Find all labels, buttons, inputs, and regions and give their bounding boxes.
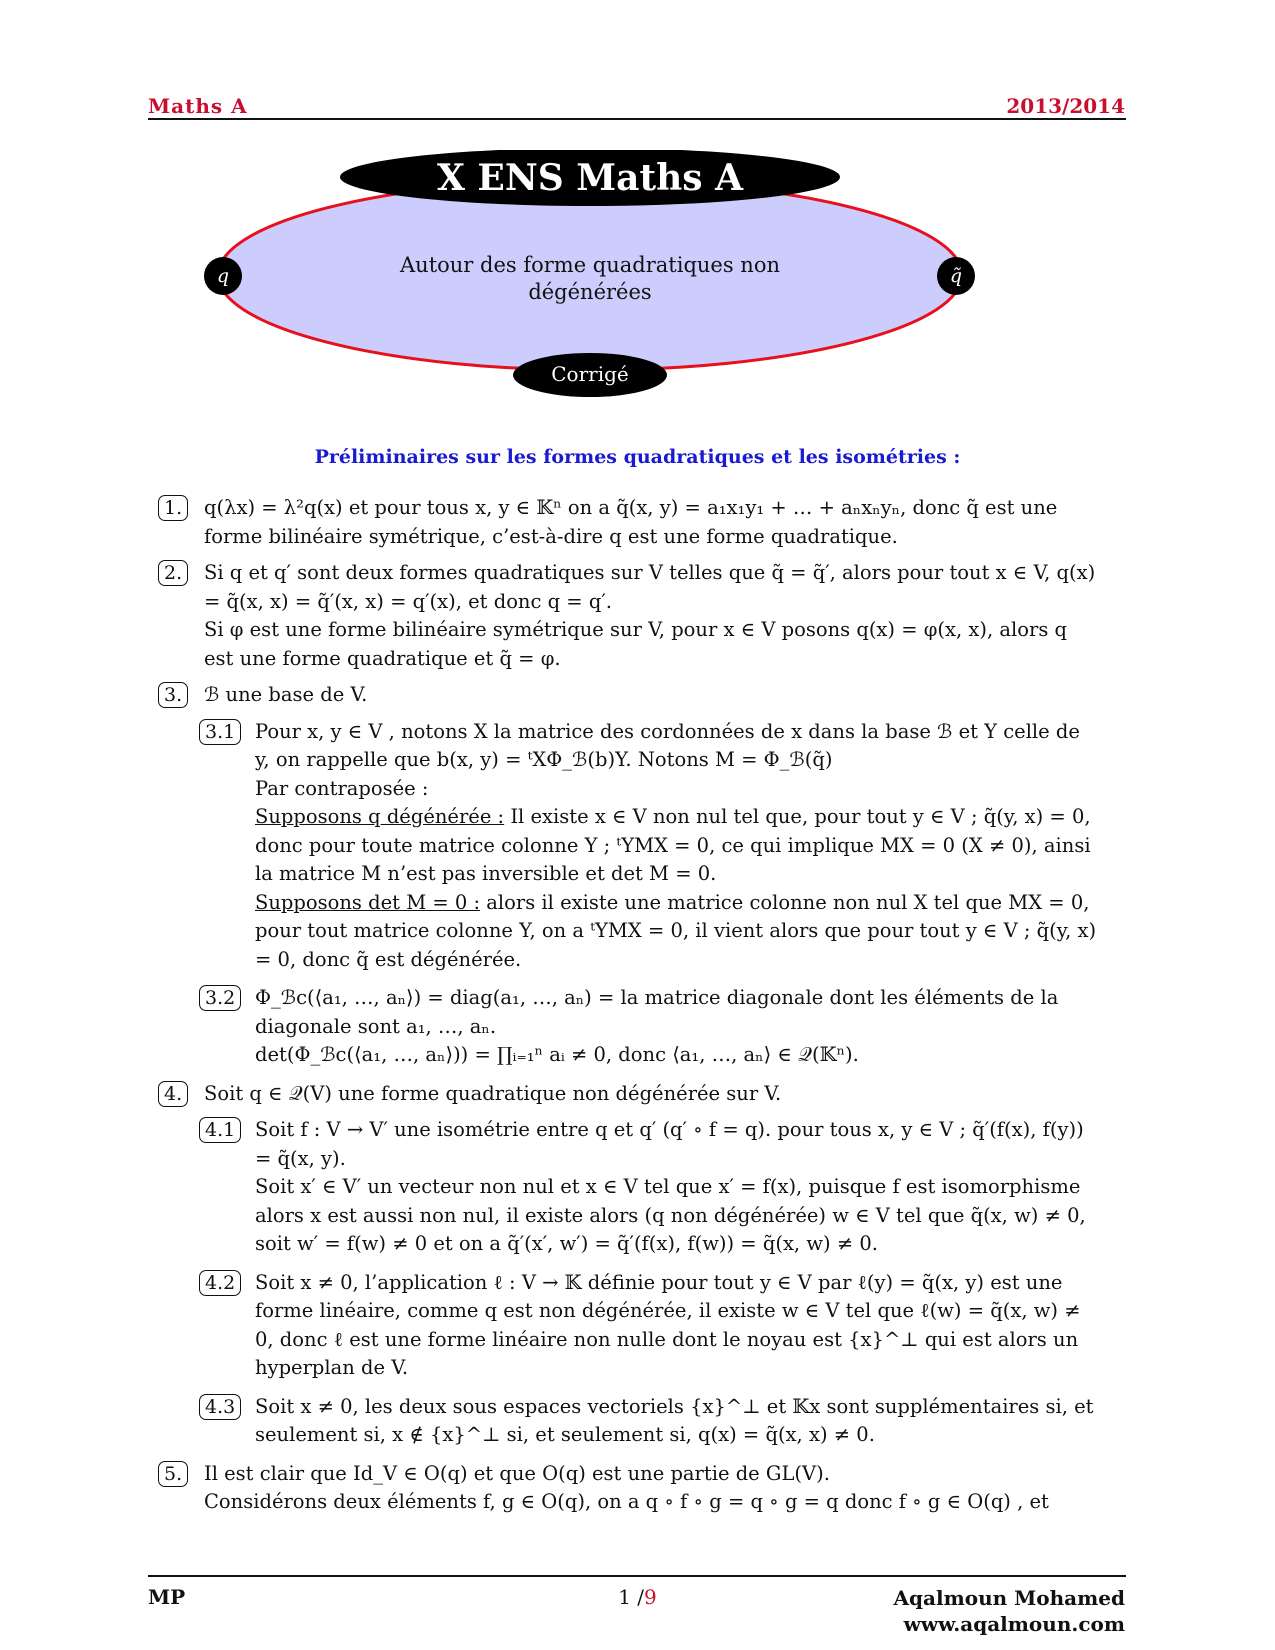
subitem-text: Par contraposée : <box>255 776 429 800</box>
item-3 <box>148 681 1098 1070</box>
item-number: 1. <box>158 495 188 521</box>
subitem-text: Soit f : V → V′ une isométrie entre q et q′ (q′ ∘ f = q). pour tous x, y ∈ V ; q̃′(f(x), f(y)) = q̃(x, y). <box>255 1118 1084 1170</box>
subitem-number: 4.3 <box>199 1394 241 1420</box>
item-text: Soit q ∈ 𝒬(V) une forme quadratique non dégénérée sur V. <box>204 1081 782 1105</box>
case-1 <box>255 803 1098 889</box>
item-5 <box>148 1460 1098 1517</box>
item-4 <box>148 1080 1098 1450</box>
footer-author-block <box>894 1585 1125 1637</box>
subitem-number: 3.1 <box>199 719 241 745</box>
footer-rule <box>148 1575 1126 1577</box>
page-number: 1 /9 <box>618 1585 657 1609</box>
case-2-text: alors il existe une matrice colonne non nul X tel que MX = 0, pour tout matrice colonne Y, on a ᵗYMX = 0, il vient alors que pour tout y ∈ V ; q̃(y, x) = 0, donc q̃ est dégénérée. <box>255 890 1097 971</box>
header-rule <box>148 118 1126 120</box>
item-number: 2. <box>158 560 188 586</box>
subitem-number: 3.2 <box>199 985 241 1011</box>
subitem-4-1 <box>199 1116 1098 1259</box>
subitem-4-3 <box>199 1393 1098 1450</box>
left-node-label: q <box>216 265 230 287</box>
subitem-text: Soit x ≠ 0, l’application ℓ : V → 𝕂 définie pour tout y ∈ V par ℓ(y) = q̃(x, y) est une forme linéaire, comme q est non dégénérée, il existe w ∈ V tel que ℓ(w) = q̃(x, w) ≠ 0, donc ℓ est une forme linéaire non nulle dont le noyau est {x}^⊥ qui est alors un hyperplan de V. <box>255 1270 1081 1379</box>
subitem-text: Pour x, y ∈ V , notons X la matrice des cordonnées de x dans la base ℬ et Y celle de y, on rappelle que b(x, y) = ᵗXΦ_ℬ(b)Y. Notons M = Φ_ℬ(q̃) <box>255 719 1080 771</box>
title-banner <box>0 150 1275 430</box>
right-node-label: q̃ <box>949 265 963 287</box>
banner-subtitle-2: dégénérées <box>528 280 652 304</box>
current-page: 1 <box>618 1585 631 1609</box>
badge-label: Corrigé <box>551 362 629 386</box>
item-number: 4. <box>158 1081 188 1107</box>
subitem-number: 4.2 <box>199 1270 241 1296</box>
item-text: Considérons deux éléments f, g ∈ O(q), on a q ∘ f ∘ g = q ∘ g = q donc f ∘ g ∈ O(q) , et <box>204 1490 1049 1513</box>
banner-subtitle-1: Autour des forme quadratiques non <box>400 253 780 277</box>
subitem-3-2 <box>199 984 1098 1070</box>
item-2 <box>148 559 1098 673</box>
solutions <box>148 494 1098 1525</box>
subitem-4-2 <box>199 1269 1098 1383</box>
item-number: 3. <box>158 682 188 708</box>
subitem-text: Soit x ≠ 0, les deux sous espaces vectoriels {x}^⊥ et 𝕂x sont supplémentaires si, et seulement si, x ∉ {x}^⊥ si, et seulement si, q(x) = q̃(x, x) ≠ 0. <box>255 1394 1094 1446</box>
item-text: Il est clair que Id_V ∈ O(q) et que O(q) est une partie de GL(V). <box>204 1461 830 1485</box>
item-text: Si q et q′ sont deux formes quadratiques sur V telles que q̃ = q̃′, alors pour tout x ∈ V, q(x) = q̃(x, x) = q̃′(x, x) = q′(x), et donc q = q′. <box>204 561 1096 613</box>
subitem-text: det(Φ_ℬc(⟨a₁, …, aₙ⟩)) = ∏ᵢ₌₁ⁿ aᵢ ≠ 0, donc ⟨a₁, …, aₙ⟩ ∈ 𝒬(𝕂ⁿ). <box>255 1043 859 1066</box>
subitem-number: 4.1 <box>199 1117 241 1143</box>
item-text: q(λx) = λ²q(x) et pour tous x, y ∈ 𝕂ⁿ on a q̃(x, y) = a₁x₁y₁ + … + aₙxₙyₙ, donc q̃ est une forme bilinéaire symétrique, c’est-à-dire q est une forme quadratique. <box>204 496 1058 548</box>
subitem-text: Soit x′ ∈ V′ un vecteur non nul et x ∈ V tel que x′ = f(x), puisque f est isomorphisme alors x est aussi non nul, il existe alors (q non dégénérée) w ∈ V tel que q̃(x, w) ≠ 0, soit w′ = f(w) ≠ 0 et on a q̃′(x′, w′) = q̃′(f(x), f(w)) = q̃(x, w) ≠ 0. <box>255 1175 1086 1255</box>
case-2 <box>255 889 1098 975</box>
case-2-label: Supposons det M = 0 : <box>255 890 481 914</box>
item-1 <box>148 494 1098 551</box>
footer-website[interactable]: www.aqalmoun.com <box>903 1612 1125 1636</box>
course-title: Maths A <box>148 94 248 118</box>
case-1-label: Supposons q dégénérée : <box>255 805 505 828</box>
total-pages: 9 <box>644 1585 657 1609</box>
subitem-text: Φ_ℬc(⟨a₁, …, aₙ⟩) = diag(a₁, …, aₙ) = la matrice diagonale dont les éléments de la diagonale sont a₁, …, aₙ. <box>255 986 1059 1038</box>
footer-class: MP <box>148 1585 186 1609</box>
footer-author: Aqalmoun Mohamed <box>893 1586 1125 1610</box>
subitem-3-1 <box>199 718 1098 975</box>
banner-title: X ENS Maths A <box>436 157 744 199</box>
item-text: ℬ une base de V. <box>204 683 368 706</box>
item-text: Si φ est une forme bilinéaire symétrique sur V, pour x ∈ V posons q(x) = φ(x, x), alors q est une forme quadratique et q̃ = φ. <box>204 618 1068 670</box>
item-number: 5. <box>158 1461 188 1487</box>
school-year: 2013/2014 <box>1006 94 1125 118</box>
section-title: Préliminaires sur les formes quadratiques et les isométries : <box>314 446 961 468</box>
case-1-text: Il existe x ∈ V non nul tel que, pour tout y ∈ V ; q̃(y, x) = 0, donc pour toute matrice colonne Y ; ᵗYMX = 0, ce qui implique MX = 0 (X ≠ 0), ainsi la matrice M n’est pas inversible et det M = 0. <box>255 805 1091 885</box>
